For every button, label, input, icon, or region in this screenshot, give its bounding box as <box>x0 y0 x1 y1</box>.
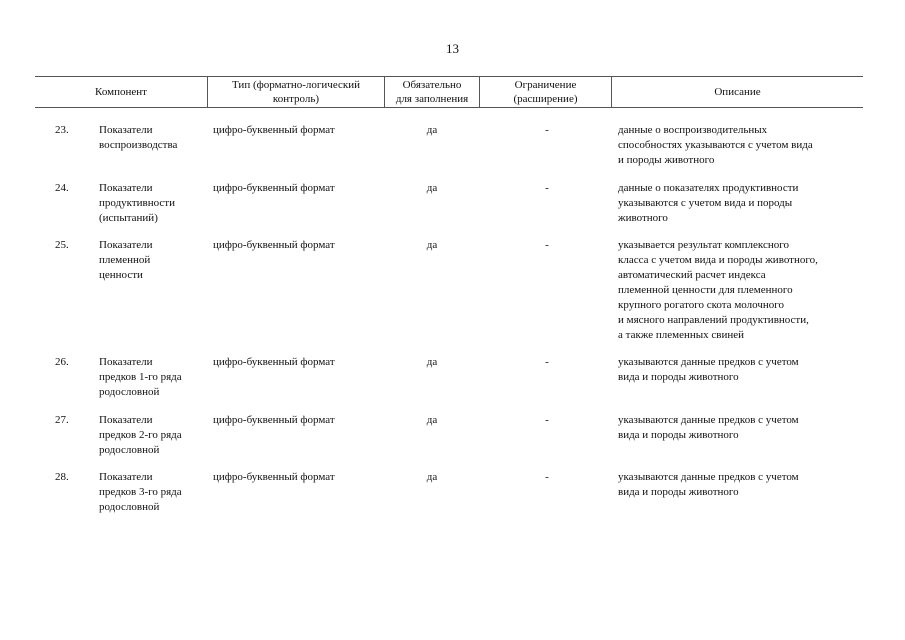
row-required: да <box>426 239 438 251</box>
header-component <box>35 77 207 107</box>
row-description-line: способностях указываются с учетом вида <box>618 139 813 151</box>
row-description-line: крупного рогатого скота молочного <box>618 299 784 311</box>
row-number: 26. <box>55 356 69 368</box>
header-type-line1: Тип (форматно-логический <box>231 79 360 91</box>
table-row <box>35 355 863 413</box>
row-type: цифро-буквенный формат <box>213 356 335 368</box>
row-component <box>99 470 209 515</box>
row-component-line: племенной <box>99 254 151 266</box>
header-description-label: Описание <box>714 86 761 98</box>
row-number: 25. <box>55 239 69 251</box>
row-limit: - <box>545 414 549 426</box>
table-row <box>35 470 863 520</box>
row-limit: - <box>545 356 549 368</box>
row-component-line: ценности <box>99 269 143 281</box>
header-type <box>208 77 384 107</box>
row-description-line: и мясного направлений продуктивности, <box>618 314 809 326</box>
row-component-line: Показатели <box>99 414 153 426</box>
header-required-line2: для заполнения <box>395 93 469 105</box>
row-component-line: предков 1-го ряда <box>99 371 182 383</box>
row-component-line: родословной <box>99 386 160 398</box>
row-number: 23. <box>55 124 69 136</box>
header-limit <box>480 77 611 107</box>
header-required-line1: Обязательно <box>402 79 462 91</box>
row-component-line: предков 2-го ряда <box>99 429 182 441</box>
row-description-line: данные о показателях продуктивности <box>618 182 799 194</box>
row-description-line: а также племенных свиней <box>618 329 745 341</box>
row-description-line: вида и породы животного <box>618 371 739 383</box>
row-description-line: указываются данные предков с учетом <box>618 356 799 368</box>
row-type: цифро-буквенный формат <box>213 239 335 251</box>
requirements-table <box>35 76 863 513</box>
header-type-line2: контроль) <box>272 93 320 105</box>
row-required: да <box>426 124 438 136</box>
row-description <box>618 413 863 443</box>
row-description-line: животного <box>618 212 668 224</box>
row-component-line: Показатели <box>99 356 153 368</box>
row-description <box>618 238 863 343</box>
row-type: цифро-буквенный формат <box>213 471 335 483</box>
row-component-line: Показатели <box>99 471 153 483</box>
table-row <box>35 123 863 181</box>
row-component <box>99 181 209 226</box>
row-required: да <box>426 471 438 483</box>
row-component-line: Показатели <box>99 124 153 136</box>
header-required <box>385 77 479 107</box>
row-description-line: данные о воспроизводительных <box>618 124 768 136</box>
row-type: цифро-буквенный формат <box>213 124 335 136</box>
table-row <box>35 238 863 355</box>
row-description <box>618 181 863 226</box>
row-limit: - <box>545 471 549 483</box>
row-description-line: указываются данные предков с учетом <box>618 471 799 483</box>
row-description <box>618 123 863 168</box>
row-description-line: племенной ценности для племенного <box>618 284 793 296</box>
row-number: 28. <box>55 471 69 483</box>
row-component-line: родословной <box>99 444 160 456</box>
table-row <box>35 413 863 470</box>
row-component-line: предков 3-го ряда <box>99 486 182 498</box>
row-component-line: (испытаний) <box>99 212 158 224</box>
row-required: да <box>426 182 438 194</box>
row-description <box>618 470 863 500</box>
row-component <box>99 355 209 400</box>
row-description-line: вида и породы животного <box>618 486 739 498</box>
row-limit: - <box>545 124 549 136</box>
row-limit: - <box>545 182 549 194</box>
table-body <box>35 123 863 520</box>
row-limit: - <box>545 239 549 251</box>
row-description-line: автоматический расчет индекса <box>618 269 766 281</box>
row-component-line: продуктивности <box>99 197 175 209</box>
header-limit-line1: Ограничение <box>514 79 577 91</box>
row-description-line: класса с учетом вида и породы животного, <box>618 254 818 266</box>
row-component <box>99 413 209 458</box>
row-number: 27. <box>55 414 69 426</box>
row-description-line: и породы животного <box>618 154 715 166</box>
row-component-line: воспроизводства <box>99 139 178 151</box>
table-header <box>35 76 863 108</box>
header-limit-line2: (расширение) <box>513 93 578 105</box>
page-number: 13 <box>446 41 459 56</box>
row-description <box>618 355 863 385</box>
row-type: цифро-буквенный формат <box>213 182 335 194</box>
row-component <box>99 238 209 283</box>
table-row <box>35 181 863 238</box>
row-description-line: указывается результат комплексного <box>618 239 789 251</box>
row-type: цифро-буквенный формат <box>213 414 335 426</box>
row-description-line: указываются с учетом вида и породы <box>618 197 793 209</box>
row-number: 24. <box>55 182 69 194</box>
header-description <box>612 77 863 107</box>
row-description-line: указываются данные предков с учетом <box>618 414 799 426</box>
row-component-line: Показатели <box>99 239 153 251</box>
row-component-line: родословной <box>99 501 160 513</box>
row-description-line: вида и породы животного <box>618 429 739 441</box>
row-required: да <box>426 356 438 368</box>
row-component-line: Показатели <box>99 182 153 194</box>
row-component <box>99 123 209 153</box>
row-required: да <box>426 414 438 426</box>
header-component-label: Компонент <box>95 86 147 98</box>
